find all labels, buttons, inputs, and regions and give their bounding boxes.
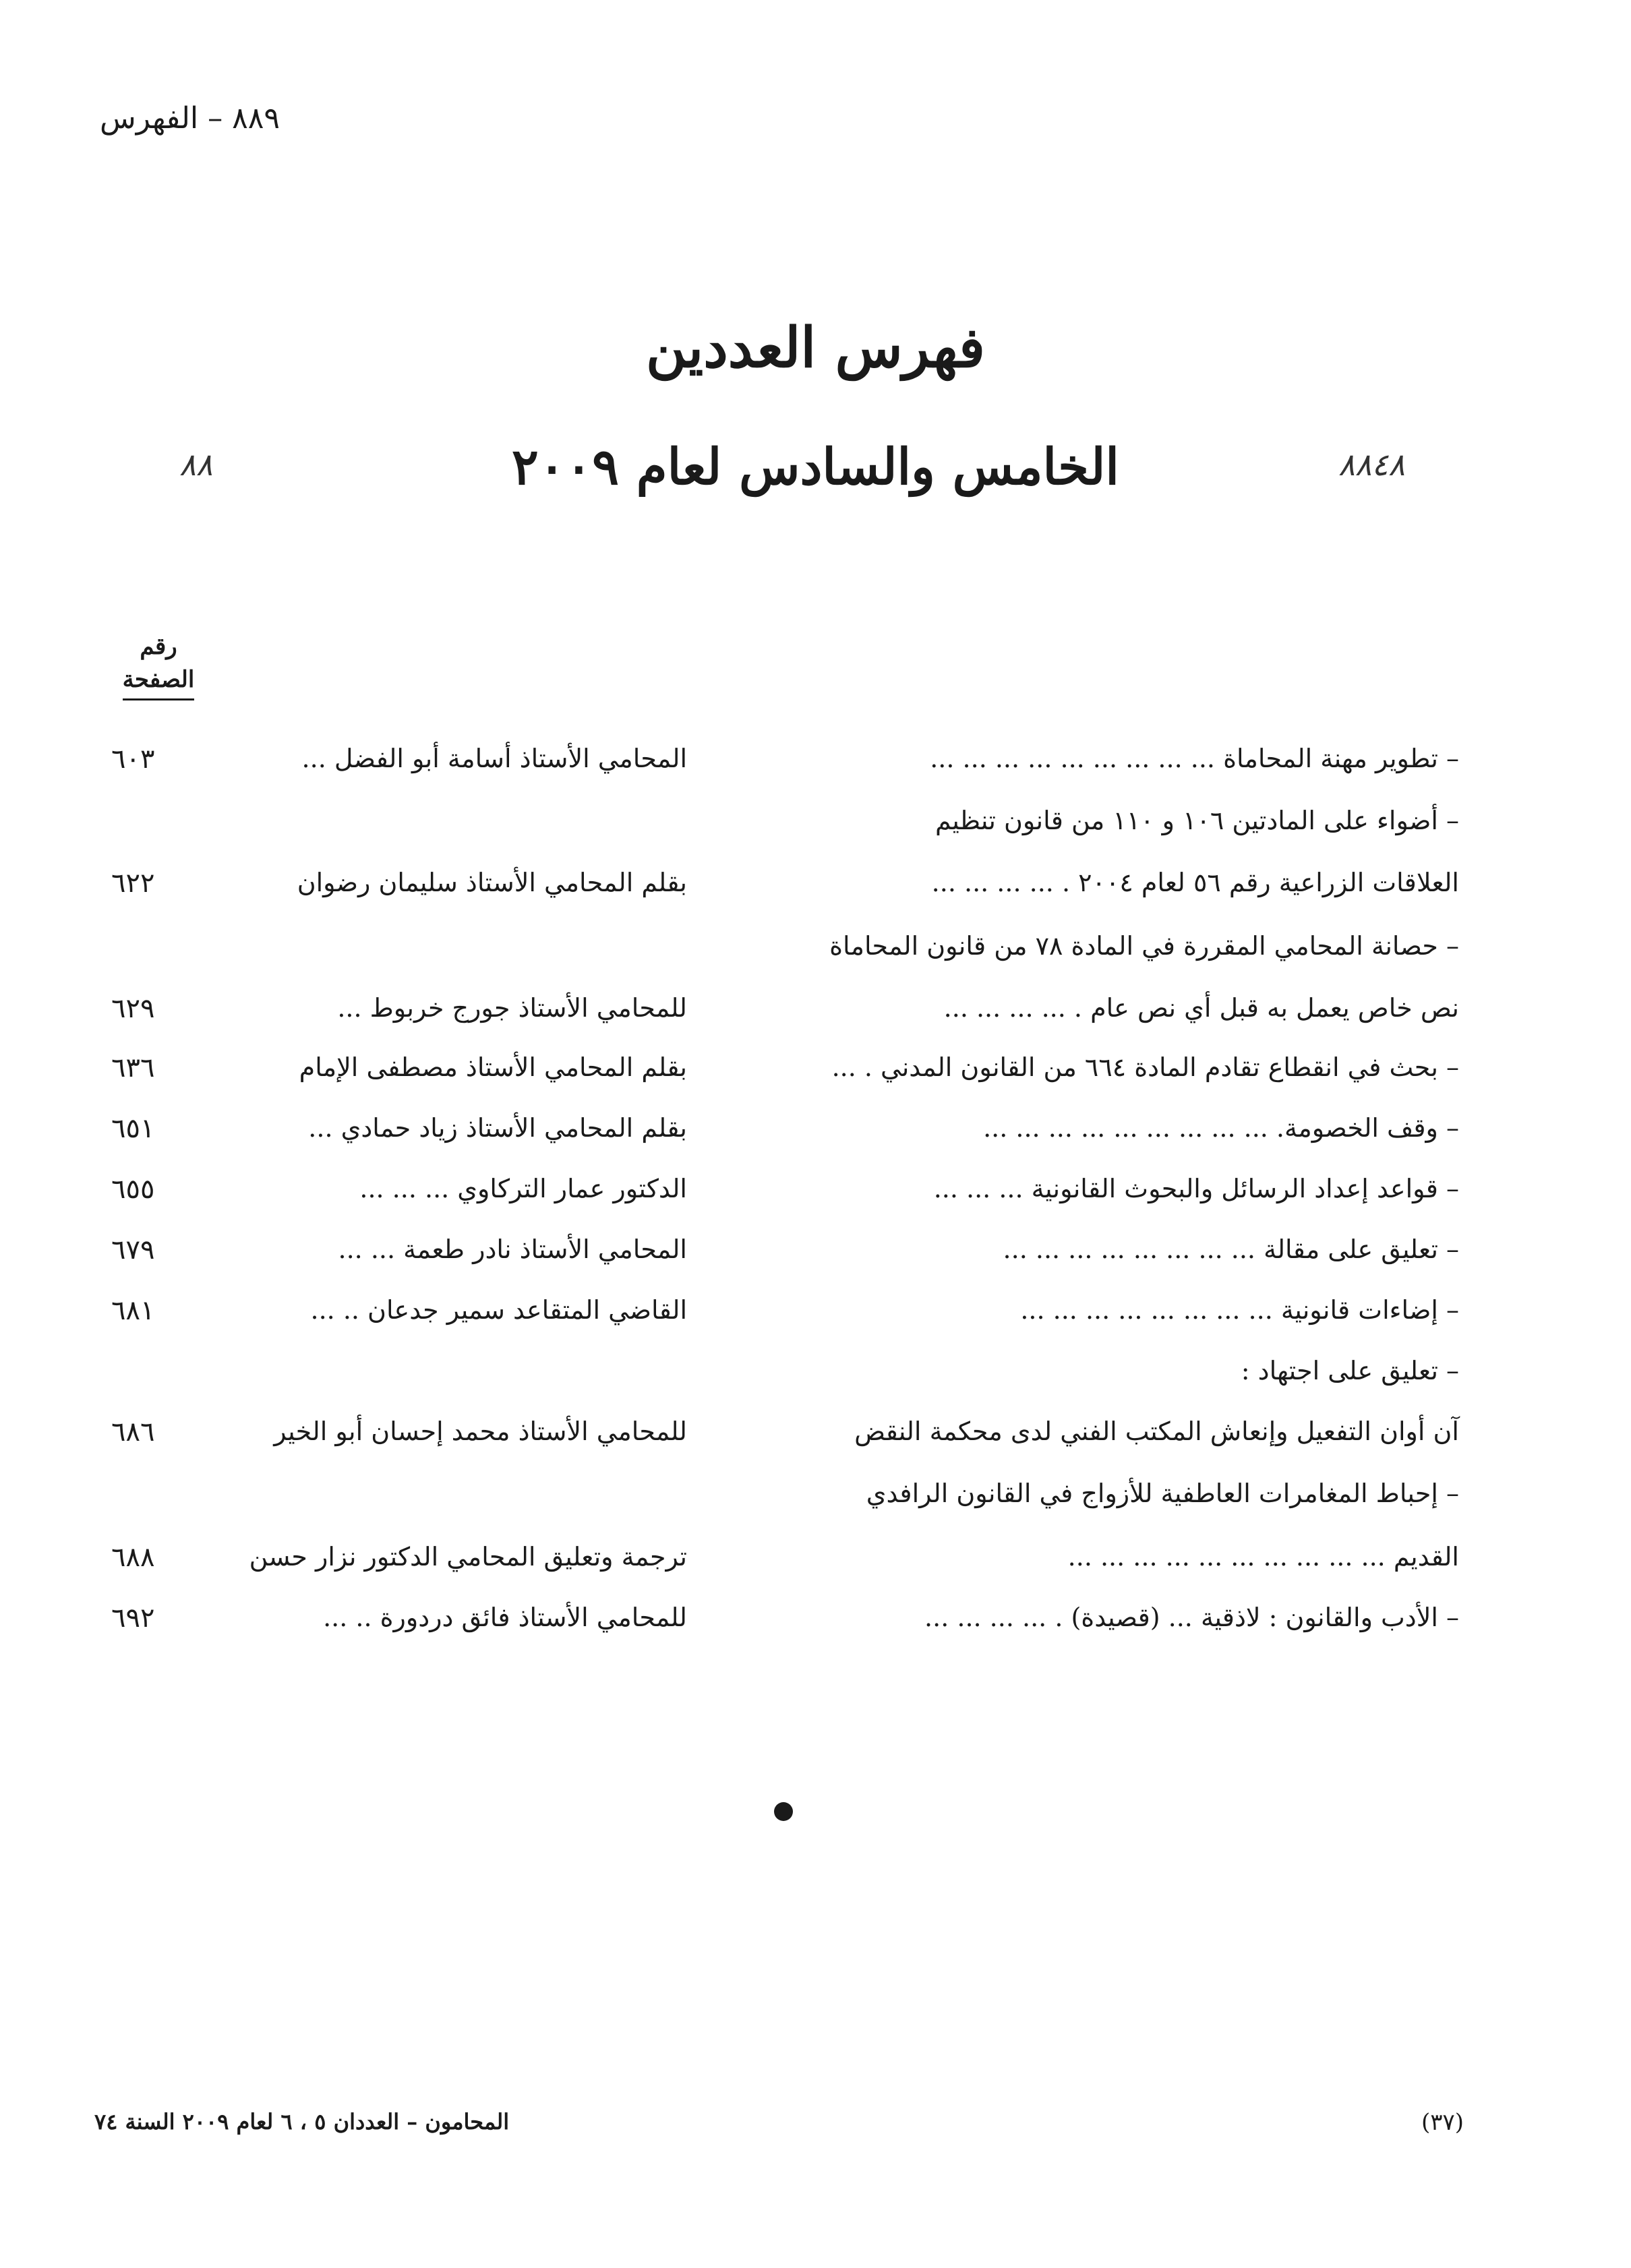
toc-entry-title: القديم ... ... ... ... ... ... ... ... ... ... bbox=[1067, 1542, 1459, 1572]
toc-entry-page: ٦٥٥ bbox=[111, 1174, 155, 1205]
toc-entry-title: – قواعد إعداد الرسائل والبحوث القانونية ... ... ... bbox=[933, 1174, 1459, 1203]
footer-page-number: (٣٧) bbox=[1421, 2109, 1464, 2136]
toc-entry-title: نص خاص يعمل به قبل أي نص عام . ... ... ... ... bbox=[943, 993, 1459, 1023]
toc-entry-page: ٦٧٩ bbox=[111, 1234, 155, 1265]
end-bullet-icon bbox=[774, 1802, 793, 1821]
page-subtitle: الخامس والسادس لعام ٢٠٠٩ bbox=[512, 438, 1119, 496]
toc-entry-page: ٦٨١ bbox=[111, 1295, 155, 1326]
toc-entry-title: – تعليق على مقالة ... ... ... ... ... ... ... ... bbox=[1003, 1234, 1459, 1264]
toc-entry-title: – بحث في انقطاع تقادم المادة ٦٦٤ من القانون المدني . ... bbox=[831, 1052, 1459, 1082]
toc-entry-author: بقلم المحامي الأستاذ مصطفى الإمام bbox=[299, 1052, 687, 1082]
toc-entry-author: للمحامي الأستاذ جورج خربوط ... bbox=[337, 993, 687, 1023]
toc-entry-title: – وقف الخصومة. ... ... ... ... ... ... ... ... ... bbox=[983, 1113, 1459, 1143]
page-column-header-line2: الصفحة bbox=[123, 663, 195, 700]
page-column-header bbox=[108, 630, 209, 700]
page-title: فهرس العددين bbox=[645, 316, 985, 380]
page-column-header-line1: رقم bbox=[140, 633, 177, 660]
toc-entry-title: – الأدب والقانون : لاذقية ... (قصيدة) . ... ... ... ... bbox=[924, 1603, 1459, 1632]
footer-journal: المحامون – العددان ٥ ، ٦ لعام ٢٠٠٩ السنة ٧٤ bbox=[94, 2109, 510, 2135]
toc-entry-title: – إضاءات قانونية ... ... ... ... ... ... ... ... bbox=[1020, 1295, 1459, 1325]
toc-entry-author: المحامي الأستاذ نادر طعمة ... ... bbox=[338, 1234, 687, 1264]
toc-entry-page: ٦٥١ bbox=[111, 1113, 155, 1144]
toc-entry-author: بقلم المحامي الأستاذ سليمان رضوان bbox=[297, 868, 687, 897]
toc-entry-page: ٦٢٢ bbox=[111, 868, 155, 899]
toc-entry-title: – حصانة المحامي المقررة في المادة ٧٨ من قانون المحاماة bbox=[829, 931, 1459, 961]
toc-entry-author: المحامي الأستاذ أسامة أبو الفضل ... bbox=[301, 744, 687, 773]
toc-entry-author: للمحامي الأستاذ محمد إحسان أبو الخير bbox=[274, 1416, 687, 1446]
toc-entry-title: – أضواء على المادتين ١٠٦ و ١١٠ من قانون تنظيم bbox=[935, 806, 1459, 835]
toc-entry-author: الدكتور عمار التركاوي ... ... ... bbox=[359, 1174, 687, 1203]
toc-entry-title: – تطوير مهنة المحاماة ... ... ... ... ... ... ... ... ... bbox=[930, 744, 1459, 773]
toc-entry-page: ٦٣٦ bbox=[111, 1052, 155, 1083]
toc-entry-title: – تعليق على اجتهاد : bbox=[1241, 1356, 1459, 1385]
toc-entry-page: ٦٨٦ bbox=[111, 1416, 155, 1448]
toc-entry-author: بقلم المحامي الأستاذ زياد حمادي ... bbox=[308, 1113, 687, 1143]
toc-entry-author: للمحامي الأستاذ فائق دردورة .. ... bbox=[323, 1603, 687, 1632]
running-head: ٨٨٩ – الفهرس bbox=[100, 101, 280, 136]
toc-entry-author: القاضي المتقاعد سمير جدعان .. ... bbox=[310, 1295, 687, 1325]
toc-entry-page: ٦٢٩ bbox=[111, 993, 155, 1024]
toc-entry-title: العلاقات الزراعية رقم ٥٦ لعام ٢٠٠٤ . ... ... ... ... bbox=[931, 868, 1459, 897]
toc-entry-page: ٦٠٣ bbox=[111, 744, 155, 775]
toc-entry-title: – إحباط المغامرات العاطفية للأزواج في القانون الرافدي bbox=[866, 1479, 1459, 1508]
toc-entry-author: ترجمة وتعليق المحامي الدكتور نزار حسن bbox=[249, 1542, 687, 1572]
toc-entry-page: ٦٨٨ bbox=[111, 1542, 155, 1573]
toc-entry-title: آن أوان التفعيل وإنعاش المكتب الفني لدى محكمة النقض bbox=[854, 1416, 1459, 1446]
handwritten-note-left: ٨٨ bbox=[179, 446, 213, 483]
handwritten-note-right: ٨٨٤٨ bbox=[1338, 446, 1405, 483]
toc-entry-page: ٦٩٢ bbox=[111, 1603, 155, 1634]
